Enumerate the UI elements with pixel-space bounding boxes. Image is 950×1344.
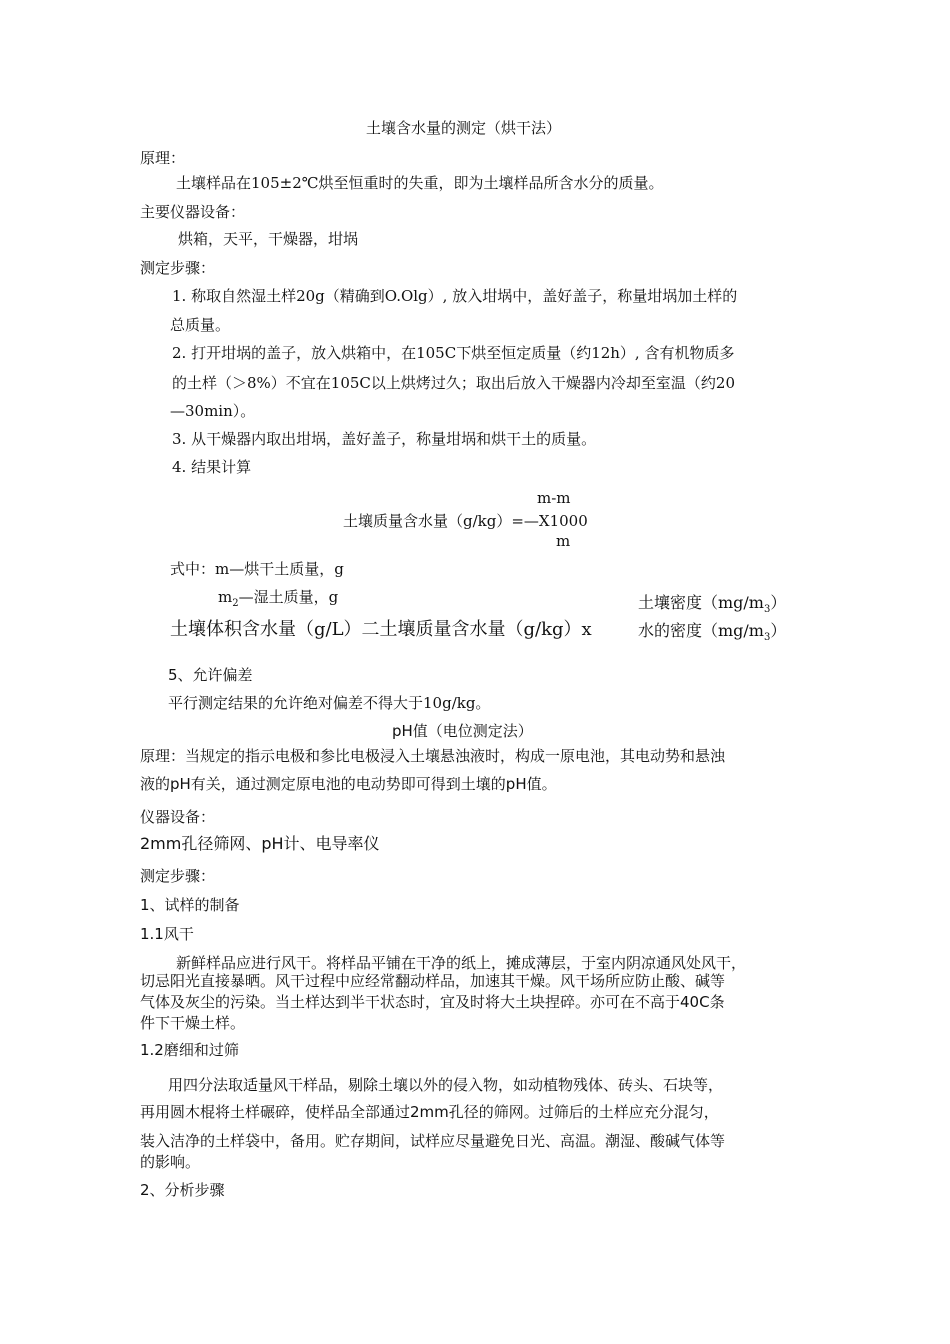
step1-line2: 总质量。 — [170, 316, 231, 334]
density-num-end: ） — [770, 593, 787, 612]
density-num-sub: 3 — [763, 604, 771, 616]
step1-line1: 1. 称取自然湿土样20g（精确到O.Olg）, 放入坩埚中，盖好盖子，称量坩埚加土样的 — [172, 287, 738, 305]
ph-principle-line2: 液的pH有关，通过测定原电池的电动势即可得到土壤的pH值。 — [140, 775, 557, 793]
moisture-steps-label: 测定步骤： — [140, 259, 216, 277]
density-numerator — [638, 594, 786, 619]
ph-title: pH值（电位测定法） — [392, 722, 533, 740]
air-dry-line2: 切忌阳光直接暴晒。风干过程中应经常翻动样品，加速其干燥。风干场所应防止酸、碱等 — [140, 972, 726, 990]
step2-line3: —30min）。 — [170, 402, 256, 420]
density-den-sub: 3 — [763, 632, 771, 644]
grind-heading: 1.2磨细和过筛 — [140, 1041, 239, 1059]
moisture-title: 土壤含水量的测定（烘干法） — [366, 119, 562, 137]
sample-prep-heading: 1、试样的制备 — [140, 896, 240, 914]
formula-numerator: m-m — [537, 489, 571, 507]
where-m2-prefix: m — [218, 588, 233, 606]
grind-line1: 用四分法取适量风干样品，剔除土壤以外的侵入物，如动植物残体、砖头、石块等， — [168, 1076, 724, 1094]
analysis-heading: 2、分析步骤 — [140, 1181, 225, 1199]
ph-principle-line1: 原理：当规定的指示电极和参比电极浸入土壤悬浊液时，构成一原电池，其电动势和悬浊 — [140, 747, 726, 765]
tolerance-label: 5、允许偏差 — [168, 666, 253, 684]
air-dry-line4: 件下干燥土样。 — [140, 1014, 246, 1032]
moisture-equipment-text: 烘箱，天平，干燥器，坩埚 — [178, 230, 359, 248]
grind-line3: 装入洁净的土样袋中，备用。贮存期间，试样应尽量避免日光、高温。潮湿、酸碱气体等 — [140, 1132, 726, 1150]
air-dry-heading: 1.1风干 — [140, 925, 194, 943]
tolerance-text: 平行测定结果的允许绝对偏差不得大于10g/kg。 — [168, 694, 491, 712]
step4: 4. 结果计算 — [172, 458, 252, 476]
grind-line2: 再用圆木棍将土样碾碎，使样品全部通过2mm孔径的筛网。过筛后的土样应充分混匀， — [140, 1103, 719, 1121]
where-m2 — [218, 588, 338, 613]
grind-line4: 的影响。 — [140, 1153, 201, 1171]
air-dry-line1: 新鲜样品应进行风干。将样品平铺在干净的纸上，摊成薄层，于室内阴凉通风处风干， — [176, 954, 747, 972]
ph-steps-label: 测定步骤： — [140, 867, 216, 885]
density-num-text: 土壤密度（mg/m — [638, 593, 764, 612]
formula-main: 土壤质量含水量（g/kg）=—X1000 — [343, 512, 588, 530]
moisture-principle-text: 土壤样品在105±2℃烘至恒重时的失重，即为土壤样品所含水分的质量。 — [176, 174, 664, 192]
step2-line2: 的土样（＞8%）不宜在105C以上烘烤过久；取出后放入干燥器内冷却至室温（约20 — [172, 374, 735, 392]
where-m2-rest: —湿土质量，g — [238, 588, 339, 606]
where-m2-sub: 2 — [232, 598, 239, 609]
step2-line1: 2. 打开坩埚的盖子，放入烘箱中，在105C下烘至恒定质量（约12h）, 含有机物质多 — [172, 344, 735, 362]
ph-equipment-label: 仪器设备： — [140, 808, 216, 826]
moisture-equipment-label: 主要仪器设备： — [140, 203, 246, 221]
where-m: 式中：m—烘干土质量，g — [170, 560, 344, 578]
density-den-text: 水的密度（mg/m — [638, 621, 764, 640]
formula-denominator: m — [556, 532, 571, 550]
density-denominator — [638, 621, 787, 644]
moisture-principle-label: 原理： — [140, 149, 186, 167]
ph-equipment-text: 2mm孔径筛网、pH计、电导率仪 — [140, 834, 380, 853]
density-den-end: ） — [770, 621, 787, 640]
step3: 3. 从干燥器内取出坩埚，盖好盖子，称量坩埚和烘干土的质量。 — [172, 430, 597, 448]
air-dry-line3: 气体及灰尘的污染。当土样达到半干状态时，宜及时将大土块捏碎。亦可在不高于40C条 — [140, 993, 725, 1011]
volume-formula: 土壤体积含水量（g/L）二土壤质量含水量（g/kg）x — [170, 619, 592, 640]
